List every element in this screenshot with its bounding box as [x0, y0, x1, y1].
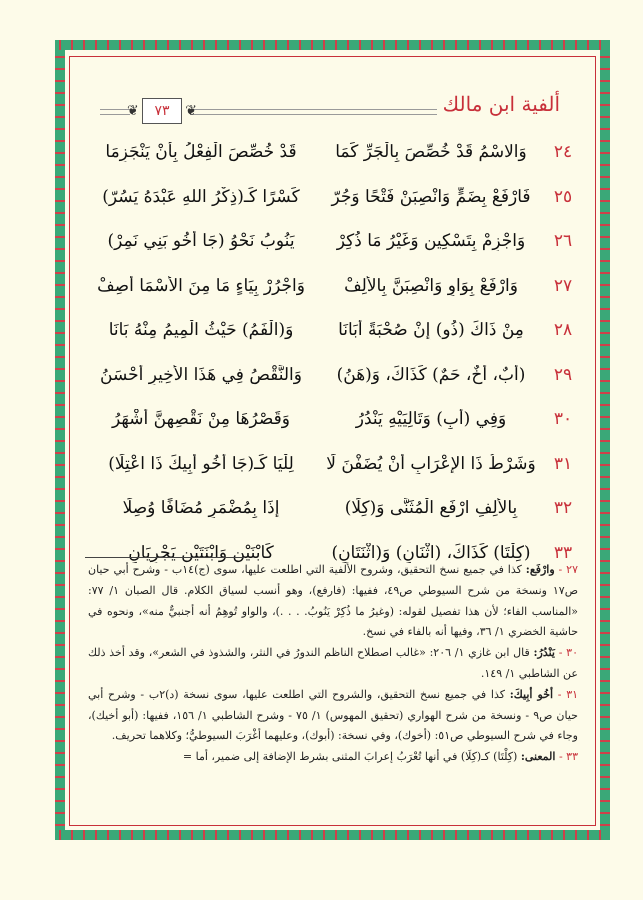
footnote-text: قال ابن غازي ١/ ٢٠٦: «غالب اصطلاح الناظم الندورُ في النثر، والشذوذ في الشعر»، وقد أخذ ذلك عن الشاطبي ١/ ١٤٩.	[88, 646, 578, 680]
first-hemistich: (كِلْتَا) كَذَاكَ، (اثْنَانِ) وَ(اثْنَتَانِ)	[331, 542, 531, 563]
verse-number: ٢٨	[553, 320, 573, 341]
page-header	[100, 92, 560, 126]
verse-row	[85, 264, 580, 309]
first-hemistich: وَاجْزِمْ بِتَسْكِينٍ وَغَيْرُ مَا ذُكِرْ	[336, 231, 526, 252]
second-hemistich: يَنُوبُ نَحْوُ (جَا أَخُو بَنِي نَمِرْ)	[107, 231, 295, 252]
footnote	[88, 643, 578, 685]
footnote-headword: وارْفَع:	[525, 563, 555, 576]
first-hemistich: وَارْفَعْ بِوَاوٍ وَانْصِبَنَّ بِالأَلِفْ	[344, 275, 518, 296]
second-hemistich: كَابْنَيْنِ وَابْنَتَيْنِ يَجْرِيَانِ	[128, 542, 274, 563]
second-hemistich: وَقَصْرُهَا مِنْ نَقْصِهِنَّ أَشْهَرُ	[112, 409, 290, 430]
verse-number: ٣٢	[553, 498, 573, 519]
footnote-number: ٣٣ -	[558, 750, 578, 764]
second-hemistich: وَاجْرُرْ بِيَاءٍ مَا مِنَ الأَسْمَا أَصِفْ	[97, 275, 305, 296]
verse-row	[85, 397, 580, 442]
footnote	[88, 747, 578, 768]
first-hemistich: وَالاسْمُ قَدْ خُصِّصَ بِالْجَرِّ كَمَا	[335, 142, 527, 163]
verse-row	[85, 442, 580, 487]
footnote-number: ٣١ -	[557, 687, 579, 701]
verse-number: ٣١	[553, 453, 573, 474]
footnote	[88, 685, 578, 747]
first-hemistich: (أَبٌ، أَخٌ، حَمٌ) كَذَاكَ، وَ(هَنُ)	[336, 364, 526, 385]
footnote-headword: أخُو أبِيكَ:	[509, 687, 554, 701]
verse-number: ٣٣	[553, 542, 573, 563]
header-rule-left	[100, 109, 130, 115]
footnote-text: (كِلْتَا) كـ(كِلَا) في أنها تُعْرَبُ إعرابَ المثنى بشرط الإضافة إلى ضمير، أما =	[182, 750, 518, 764]
page-number: ❦ ٧٣ ❦	[142, 98, 182, 124]
footnote-number: ٢٧ -	[558, 563, 578, 576]
verse-row	[85, 175, 580, 220]
second-hemistich: كَسْرًا كَـ(ذِكْرُ اللهِ عَبْدَهُ يَسُرّ)	[102, 186, 300, 207]
footnote-number: ٣٠ -	[558, 646, 578, 660]
footnote-headword: يَنْدُرُ:	[533, 646, 555, 660]
verse-row	[85, 486, 580, 531]
verse-number: ٢٦	[553, 231, 573, 252]
footnote-text: كذا في جميع نسخ التحقيق، والشروح التي اطلعت عليها، سوى نسخة (د)٢ب - وشرح أبي حيان ص٩ - ونسخة من شرح الهواري (تحقيق المهوس) ١/ ٧٥ - وشرح الشاطبي ١/ ١٥٦، ففيها: (أبو أخيك)، وجاء في شرح السيوطي ص٥١: (أخوك)، وفي نسخة: (أبوك)، وعليهما أغْرَبَ السيوطيُّ؛ وكلاهما تحريف.	[88, 687, 578, 743]
first-hemistich: وَفِي (أَبٍ) وَتَالِيَيْهِ يَنْدُرُ	[355, 409, 507, 430]
footnotes	[88, 560, 578, 768]
verse-number: ٢٤	[553, 142, 573, 163]
footnote-headword: المعنى:	[520, 750, 556, 764]
second-hemistich: وَالنَّقْصُ فِي هَذَا الأَخِيرِ أَحْسَنُ	[100, 364, 302, 385]
header-rule	[190, 109, 470, 115]
first-hemistich: مِنْ ذَاكَ (ذُو) إِنْ صُحْبَةً أَبَانَا	[338, 320, 524, 341]
verse-row	[85, 130, 580, 175]
second-hemistich: لِلْيَا كَـ(جَا أَخُو أَبِيكَ ذَا اعْتِلَا)	[108, 453, 294, 474]
book-title: ألفية ابن مالك	[437, 92, 560, 116]
verse-row	[85, 219, 580, 264]
footnote-text: كذا في جميع نسخ التحقيق، وشروح الألفية التي اطلعت عليها، سوى (ج)١٤ب - وشرح أبي حيان ص١٧ ونسخة من شرح السيوطي ص٤٩، ففيها: (فارفع)، وهو أنسب لسياق الكلام. قال الصبان ١/ ٧٧: «المناسب الفاء؛ لأن هذا تفصيل لقوله: (وغيرُ ما ذُكِرْ يَنُوبُ. . . .)، والواو تُوهِمُ أنه أجنبيٌّ منه»، ونحوه في حاشية الخضري ١/ ٣٦، وفيها أنه بالفاء في نسخ.	[88, 563, 578, 639]
second-hemistich: وَ(الْفَمُ) حَيْثُ الْمِيمُ مِنْهُ بَانَا	[108, 320, 294, 341]
verse-number: ٢٩	[553, 364, 573, 385]
verses	[85, 130, 580, 575]
verse-row	[85, 308, 580, 353]
second-hemistich: قَدْ خُصِّصَ الْفِعْلُ بِأَنْ يَنْجَزِمَا	[105, 142, 297, 163]
footnote-separator	[85, 557, 245, 558]
second-hemistich: إِذَا بِمُضْمَرٍ مُضَافًا وُصِلَا	[122, 498, 280, 519]
first-hemistich: بِالأَلِفِ ارْفَعِ الْمُثَنَّى وَ(كِلَا)	[344, 498, 518, 519]
verse-row	[85, 353, 580, 398]
first-hemistich: فَارْفَعْ بِضَمٍّ وَانْصِبَنْ فَتْحًا وَجُرّ	[331, 186, 531, 207]
verse-number: ٢٧	[553, 275, 573, 296]
footnote	[88, 560, 578, 643]
verse-number: ٣٠	[553, 409, 573, 430]
verse-number: ٢٥	[553, 186, 573, 207]
first-hemistich: وَشَرْطُ ذَا الإِعْرَابِ أَنْ يُضَفْنَ لَا	[326, 453, 536, 474]
